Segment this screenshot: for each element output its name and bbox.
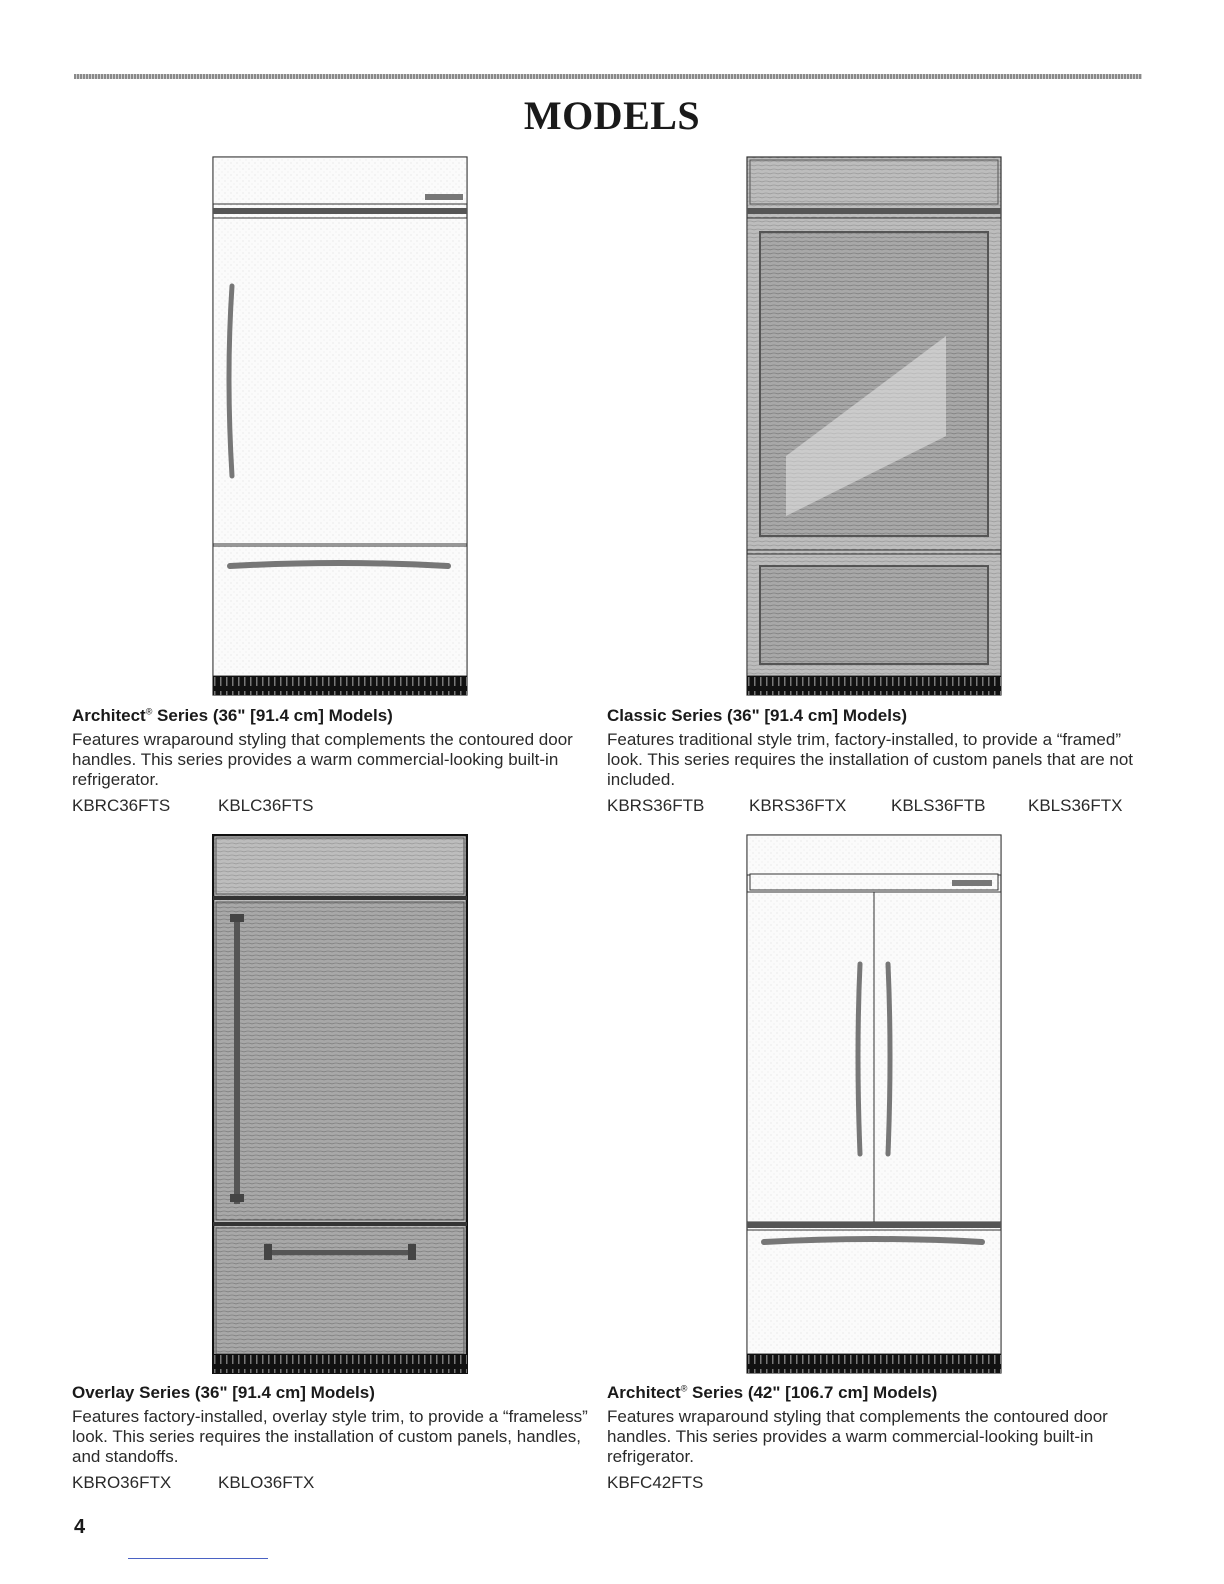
page-number: 4	[74, 1516, 86, 1538]
series-title: Overlay Series (36" [91.4 cm] Models)	[72, 1383, 375, 1402]
model-number-list	[607, 796, 1147, 816]
model-caption-classic-36	[607, 706, 1147, 816]
series-title: Architect® Series (42" [106.7 cm] Models)	[607, 1383, 938, 1402]
model-number-list	[72, 1473, 592, 1493]
model-number: KBRS36FTB	[607, 796, 705, 815]
model-number: KBLO36FTX	[218, 1473, 315, 1492]
model-number-list	[72, 796, 592, 816]
architect-36-refrigerator-illustration	[212, 156, 468, 696]
architect-42-refrigerator-illustration	[746, 834, 1002, 1374]
series-description: Features wraparound styling that complements the contoured door handles. This series provides a warm commercial-looking built-in refrigerator.	[607, 1407, 1108, 1466]
footer-line	[128, 1558, 268, 1559]
model-number: KBLS36FTB	[891, 796, 986, 815]
series-description: Features factory-installed, overlay style trim, to provide a “frameless” look. This series requires the installation of custom panels, handles, and standoffs.	[72, 1407, 588, 1466]
top-rule	[74, 74, 1142, 79]
page-title: MODELS	[523, 93, 701, 138]
model-number: KBRS36FTX	[749, 796, 847, 815]
series-title: Classic Series (36" [91.4 cm] Models)	[607, 706, 908, 725]
model-number: KBFC42FTS	[607, 1473, 704, 1492]
model-number: KBLS36FTX	[1028, 796, 1123, 815]
overlay-36-refrigerator-illustration	[212, 834, 468, 1374]
model-number: KBLC36FTS	[218, 796, 314, 815]
series-title: Architect® Series (36" [91.4 cm] Models)	[72, 706, 393, 725]
model-caption-overlay-36	[72, 1383, 592, 1493]
model-number: KBRO36FTX	[72, 1473, 172, 1492]
model-number: KBRC36FTS	[72, 796, 171, 815]
classic-36-refrigerator-illustration	[746, 156, 1002, 696]
model-caption-architect-42	[607, 1383, 1147, 1493]
series-description: Features traditional style trim, factory-installed, to provide a “framed” look. This series requires the installation of custom panels that are not included.	[607, 730, 1134, 789]
model-number-list	[607, 1473, 1147, 1493]
model-caption-architect-36	[72, 706, 592, 816]
series-description: Features wraparound styling that complements the contoured door handles. This series provides a warm commercial-looking built-in refrigerator.	[72, 730, 573, 789]
